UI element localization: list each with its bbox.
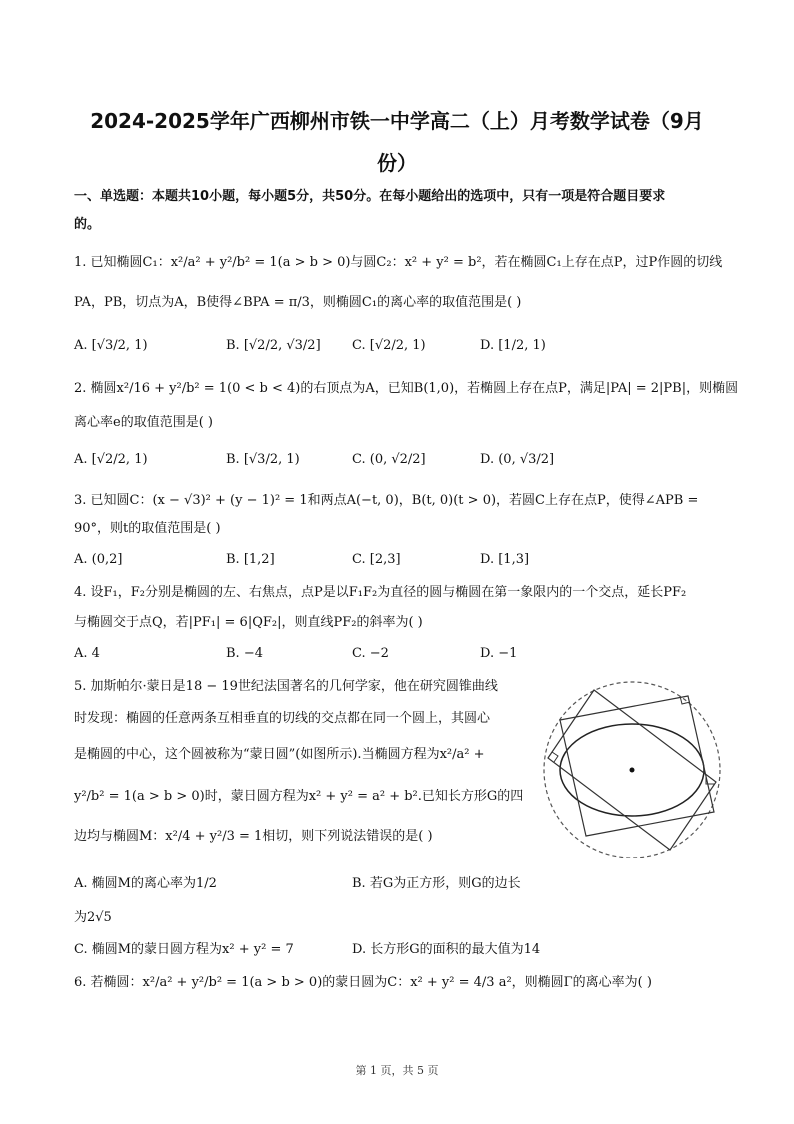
question-2-option-a: A. [√2/2, 1) (74, 452, 148, 467)
question-4-option-b: B. −4 (226, 646, 263, 661)
question-1-option-a: A. [√3/2, 1) (74, 338, 148, 353)
question-5-text: 5. 加斯帕尔·蒙日是18 − 19世纪法国著名的几何学家，他在研究圆锥曲线 (74, 679, 498, 694)
question-3-text: 3. 已知圆C：(x − √3)² + (y − 1)² = 1和两点A(−t, 0)，B(t, 0)(t > 0)，若圆C上存在点P，使得∠APB = (74, 493, 699, 508)
section-header: 一、单选题：本题共10小题，每小题5分，共50分。在每小题给出的选项中，只有一项是符合题目要求 (74, 189, 666, 204)
question-1-option-b: B. [√2/2, √3/2] (226, 338, 321, 353)
question-4-text: 4. 设F₁，F₂分别是椭圆的左、右焦点，点P是以F₁F₂为直径的圆与椭圆在第一象限内的一个交点，延长PF₂ (74, 585, 687, 600)
question-3-text-cont: 90°，则t的取值范围是( ) (74, 521, 221, 536)
question-1-text-cont: PA，PB，切点为A，B使得∠BPA = π/3，则椭圆C₁的离心率的取值范围是( ) (74, 295, 522, 310)
question-2-option-c: C. (0, √2/2] (352, 452, 426, 467)
question-2-option-d: D. (0, √3/2] (480, 452, 555, 467)
monge-circle-figure (538, 672, 728, 858)
section-header-cont: 的。 (74, 217, 101, 232)
question-4-text-cont: 与椭圆交于点Q，若|PF₁| = 6|QF₂|，则直线PF₂的斜率为( ) (74, 615, 423, 630)
question-5-option-a: A. 椭圆M的离心率为1/2 (74, 876, 217, 891)
question-3-option-b: B. [1,2] (226, 552, 275, 567)
question-2-text: 2. 椭圆x²/16 + y²/b² = 1(0 < b < 4)的右顶点为A，已知B(1,0)，若椭圆上存在点P，满足|PA| = 2|PB|，则椭圆 (74, 381, 739, 396)
question-3-option-a: A. (0,2] (74, 552, 123, 567)
question-1-option-c: C. [√2/2, 1) (352, 338, 426, 353)
exam-title-cont: 份） (377, 151, 417, 175)
question-4-option-d: D. −1 (480, 646, 518, 661)
question-4-option-c: C. −2 (352, 646, 389, 661)
question-5-text-5: 边均与椭圆M：x²/4 + y²/3 = 1相切，则下列说法错误的是( ) (74, 829, 433, 844)
question-1-text: 1. 已知椭圆C₁：x²/a² + y²/b² = 1(a > b > 0)与圆C₂：x² + y² = b²，若在椭圆C₁上存在点P，过P作圆的切线 (74, 255, 723, 270)
right-angle-mark (552, 752, 558, 762)
question-1-option-d: D. [1/2, 1) (480, 338, 546, 353)
question-5-option-b: B. 若G为正方形，则G的边长 (352, 876, 521, 891)
center-point (630, 768, 635, 773)
question-3-option-d: D. [1,3] (480, 552, 530, 567)
question-2-option-b: B. [√3/2, 1) (226, 452, 300, 467)
question-2-text-cont: 离心率e的取值范围是( ) (74, 415, 213, 430)
question-5-option-c: C. 椭圆M的蒙日圆方程为x² + y² = 7 (74, 942, 294, 957)
tangent-rectangle-1 (560, 696, 714, 836)
question-5-option-d: D. 长方形G的面积的最大值为14 (352, 942, 541, 957)
question-5-text-4: y²/b² = 1(a > b > 0)时，蒙日圆方程为x² + y² = a² + b².已知长方形G的四 (74, 789, 524, 804)
question-4-option-a: A. 4 (74, 646, 100, 661)
question-5-text-2: 时发现：椭圆的任意两条互相垂直的切线的交点都在同一个圆上，其圆心 (74, 711, 491, 726)
question-5-option-b-cont: 为2√5 (74, 910, 112, 925)
question-5-text-3: 是椭圆的中心，这个圆被称为“蒙日圆”(如图所示).当椭圆方程为x²/a² + (74, 747, 485, 762)
question-6-text: 6. 若椭圆：x²/a² + y²/b² = 1(a > b > 0)的蒙日圆为C：x² + y² = 4/3 a²，则椭圆Γ的离心率为( ) (74, 975, 652, 990)
page-footer: 第 1 页，共 5 页 (355, 1064, 439, 1077)
exam-title: 2024-2025学年广西柳州市铁一中学高二（上）月考数学试卷（9月 (90, 109, 704, 133)
question-3-option-c: C. [2,3] (352, 552, 401, 567)
